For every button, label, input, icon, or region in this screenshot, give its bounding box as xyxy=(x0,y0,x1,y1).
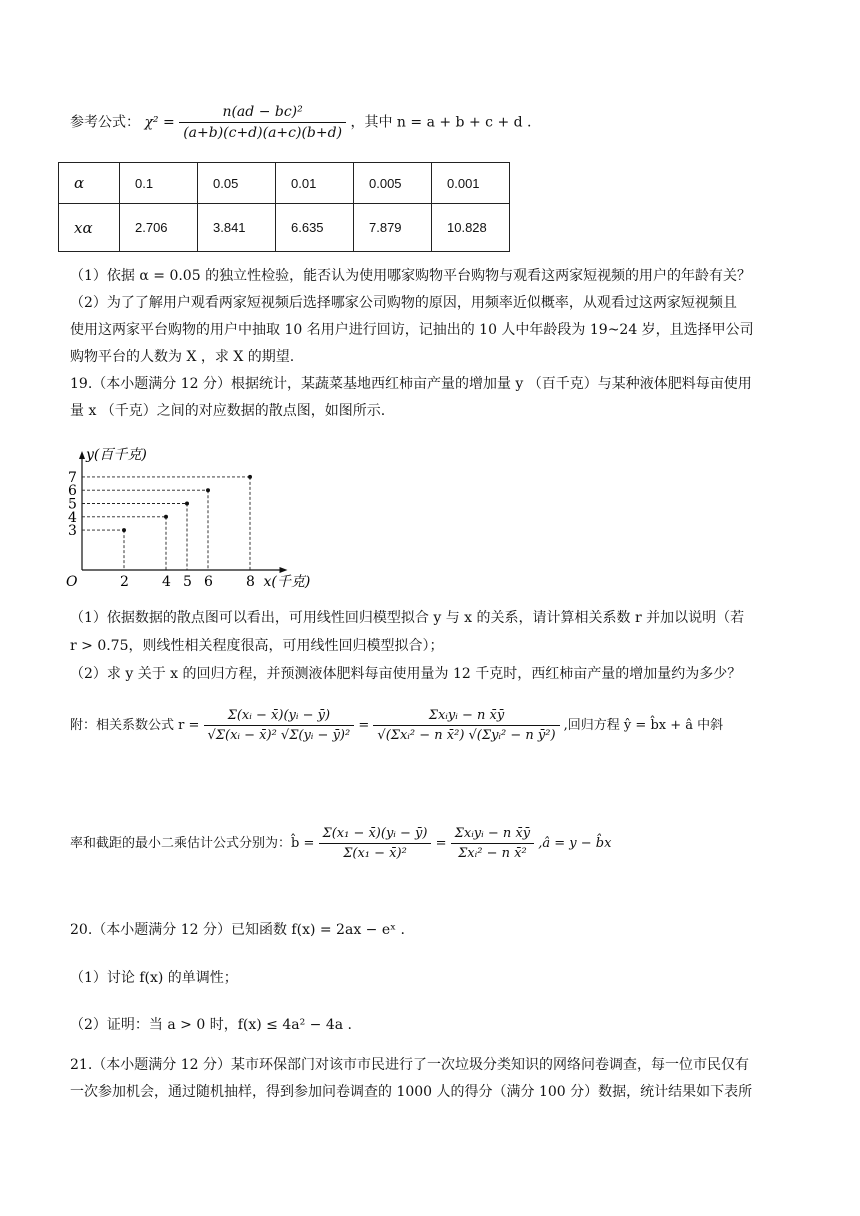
formula-prefix: 参考公式： xyxy=(70,114,140,131)
x-tick-label: 2 xyxy=(120,574,129,590)
data-point xyxy=(248,475,252,479)
q20-part1: （1）讨论 f(x) 的单调性； xyxy=(70,970,238,986)
y-tick-label: 3 xyxy=(68,523,77,540)
chi-square-numerator: n(ad − bc)² xyxy=(222,104,303,120)
x-tick-label: 8 xyxy=(246,574,255,590)
q18-part2-line2: 使用这两家平台购物的用户中抽取 10 名用户进行回访，记抽出的 10 人中年龄段为 19~24 岁，且选择甲公司 xyxy=(70,322,754,338)
table-cell: 0.1 xyxy=(120,163,198,204)
q19-part1-line1: （1）依据数据的散点图可以看出，可用线性回归模型拟合 y 与 x 的关系，请计算相关系数 r 并加以说明（若 xyxy=(70,610,745,626)
r-denominator-1: √Σ(xᵢ − x̄)² √Σ(yᵢ − ȳ)² xyxy=(204,725,355,743)
b-fraction-1 xyxy=(319,826,432,861)
origin-label: O xyxy=(66,574,78,590)
data-point xyxy=(122,528,126,532)
b-numerator-2: Σxᵢyᵢ − n x̄ȳ xyxy=(454,826,531,841)
x-tick-label: 4 xyxy=(162,574,171,590)
data-point xyxy=(164,515,168,519)
table-cell: 10.828 xyxy=(432,204,510,252)
table-cell: 0.005 xyxy=(354,163,432,204)
y-tick-label: 4 xyxy=(68,509,77,526)
q19-part2: （2）求 y 关于 x 的回归方程，并预测液体肥料每亩使用量为 12 千克时，西红柿亩产量的增加量约为多少？ xyxy=(70,666,742,682)
table-row-label: xα xyxy=(59,204,120,252)
q19-intro-line1: 19.（本小题满分 12 分）根据统计，某蔬菜基地西红柿亩产量的增加量 y （百千克）与某种液体肥料每亩使用 xyxy=(70,376,752,392)
r-numerator-1: Σ(xᵢ − x̄)(yᵢ − ȳ) xyxy=(227,708,331,723)
equals-sign: = xyxy=(435,836,447,851)
formula-suffix: ，其中 n = a + b + c + d . xyxy=(350,114,532,131)
r-fraction-1 xyxy=(204,708,355,743)
least-squares-suffix: ,â = y − b̂x xyxy=(538,836,612,851)
q21-intro-line1: 21.（本小题满分 12 分）某市环保部门对该市市民进行了一次垃圾分类知识的网络问卷调查，每一位市民仅有 xyxy=(70,1057,749,1073)
x-tick-label: 6 xyxy=(204,574,213,590)
r-denominator-2: √(Σxᵢ² − n x̄²) √(Σyᵢ² − n ȳ²) xyxy=(373,725,559,743)
critical-value-table xyxy=(58,162,510,252)
reference-formula xyxy=(70,104,532,141)
r-fraction-2 xyxy=(373,708,559,743)
table-cell: 6.635 xyxy=(276,204,354,252)
r-numerator-2: Σxᵢyᵢ − n x̄ȳ xyxy=(428,708,505,723)
x-axis-label: x(千克) xyxy=(263,574,311,590)
table-row-label: α xyxy=(59,163,120,204)
chi-square-fraction xyxy=(179,104,346,141)
least-squares-prefix: 率和截距的最小二乘估计公式分别为：b̂ = xyxy=(70,836,315,851)
least-squares-formula xyxy=(70,826,611,861)
b-denominator-2: Σxᵢ² − n x̄² xyxy=(451,843,534,861)
data-point xyxy=(206,488,210,492)
y-tick-label: 6 xyxy=(68,483,77,500)
equals-sign: = xyxy=(358,718,370,733)
table-cell: 3.841 xyxy=(198,204,276,252)
b-fraction-2 xyxy=(451,826,534,861)
chi-square-denominator: (a+b)(c+d)(a+c)(b+d) xyxy=(179,122,346,141)
y-tick-label: 5 xyxy=(68,496,77,513)
table-cell: 0.05 xyxy=(198,163,276,204)
q18-part2-line3: 购物平台的人数为 X ，求 X 的期望. xyxy=(70,349,295,365)
q18-part2-line1: （2）为了了解用户观看两家短视频后选择哪家公司购物的原因，用频率近似概率，从观看过这两家短视频且 xyxy=(70,295,737,311)
q20-intro: 20.（本小题满分 12 分）已知函数 f(x) = 2ax − eˣ . xyxy=(70,922,405,938)
q21-intro-line2: 一次参加机会，通过随机抽样，得到参加问卷调查的 1000 人的得分（满分 100 分）数据，统计结果如下表所 xyxy=(70,1084,753,1100)
q19-part1-line2: r > 0.75，则线性相关程度很高，可用线性回归模型拟合）； xyxy=(70,638,444,654)
b-denominator-1: Σ(x₁ − x̄)² xyxy=(319,843,432,861)
scatter-plot xyxy=(60,430,311,590)
q18-part1: （1）依据 α = 0.05 的独立性检验，能否认为使用哪家购物平台购物与观看这两家短视频的用户的年龄有关？ xyxy=(70,268,752,284)
table-row xyxy=(59,163,510,204)
table-row xyxy=(59,204,510,252)
x-axis-arrow xyxy=(280,567,288,573)
y-axis-arrow xyxy=(79,451,85,459)
table-cell: 0.01 xyxy=(276,163,354,204)
correlation-formula xyxy=(70,708,723,743)
q19-intro-line2: 量 x （千克）之间的对应数据的散点图，如图所示. xyxy=(70,403,386,419)
data-point xyxy=(185,502,189,506)
correlation-prefix: 附：相关系数公式 r = xyxy=(70,718,200,733)
b-numerator-1: Σ(x₁ − x̄)(yᵢ − ȳ) xyxy=(322,826,428,841)
y-tick-label: 7 xyxy=(68,469,77,486)
formula-lhs: χ² = xyxy=(144,114,175,131)
table-cell: 0.001 xyxy=(432,163,510,204)
y-axis-label: y(百千克) xyxy=(86,446,147,463)
table-cell: 2.706 xyxy=(120,204,198,252)
table-cell: 7.879 xyxy=(354,204,432,252)
regression-note: ,回归方程 ŷ = b̂x + â 中斜 xyxy=(563,718,724,733)
q20-part2: （2）证明：当 a > 0 时，f(x) ≤ 4a² − 4a . xyxy=(70,1017,352,1033)
x-tick-label: 5 xyxy=(183,574,192,590)
